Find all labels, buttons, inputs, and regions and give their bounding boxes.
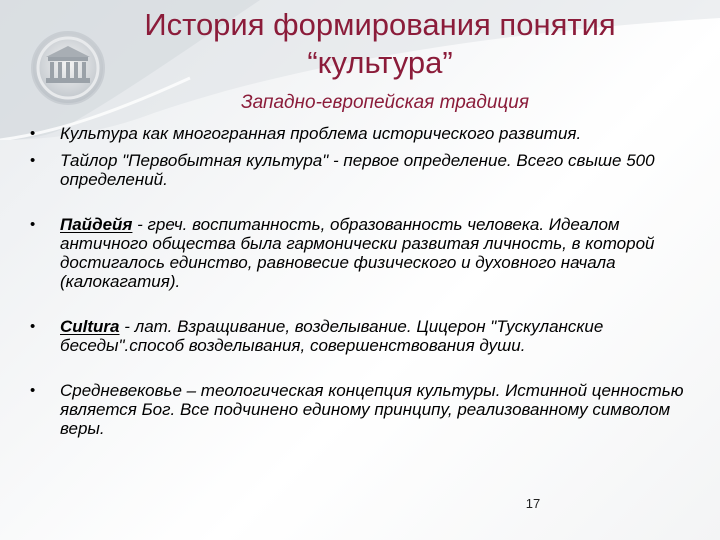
bullet-marker: • <box>30 382 36 399</box>
bullet-marker: • <box>30 216 36 233</box>
bullet-marker: • <box>30 152 36 169</box>
bullet-marker: • <box>30 125 36 142</box>
university-building-icon <box>26 26 110 110</box>
bullet-text: Средневековье – теологическая концепция культуры. Истинной ценностью является Бог. Все подчинено единому принципу, реализованному символом веры. <box>60 381 684 438</box>
slide-title-line-1: История формирования понятия <box>144 7 616 42</box>
bullet-text: Культура как многогранная проблема исторического развития. <box>60 124 582 143</box>
bullet-item <box>28 317 698 355</box>
bullet-text: Тайлор "Первобытная культура" - первое определение. Всего свыше 500 определений. <box>60 151 655 189</box>
slide-title <box>100 6 660 82</box>
bullet-item <box>28 124 698 143</box>
slide-subtitle: Западно-европейская традиция <box>241 92 529 113</box>
bullet-marker: • <box>30 318 36 335</box>
bullet-text: - греч. воспитанность, образованность человека. Идеалом античного общества была гармонически развитая личность, в которой достигалось единство, равновесие физического и духовного начала (калокагатия). <box>60 215 655 291</box>
bullet-term: Cultura <box>60 317 120 336</box>
bullet-item <box>28 215 698 291</box>
bullet-item <box>28 381 698 438</box>
bullet-text: - лат. Взращивание, возделывание. Цицерон "Тускуланские беседы".способ возделывания, совершенствования души. <box>60 317 604 355</box>
slide-title-line-2: “культура” <box>307 45 453 80</box>
bullet-list <box>28 124 698 446</box>
page-number: 17 <box>525 496 541 511</box>
bullet-term: Пайдейя <box>60 215 133 234</box>
bullet-item <box>28 151 698 189</box>
